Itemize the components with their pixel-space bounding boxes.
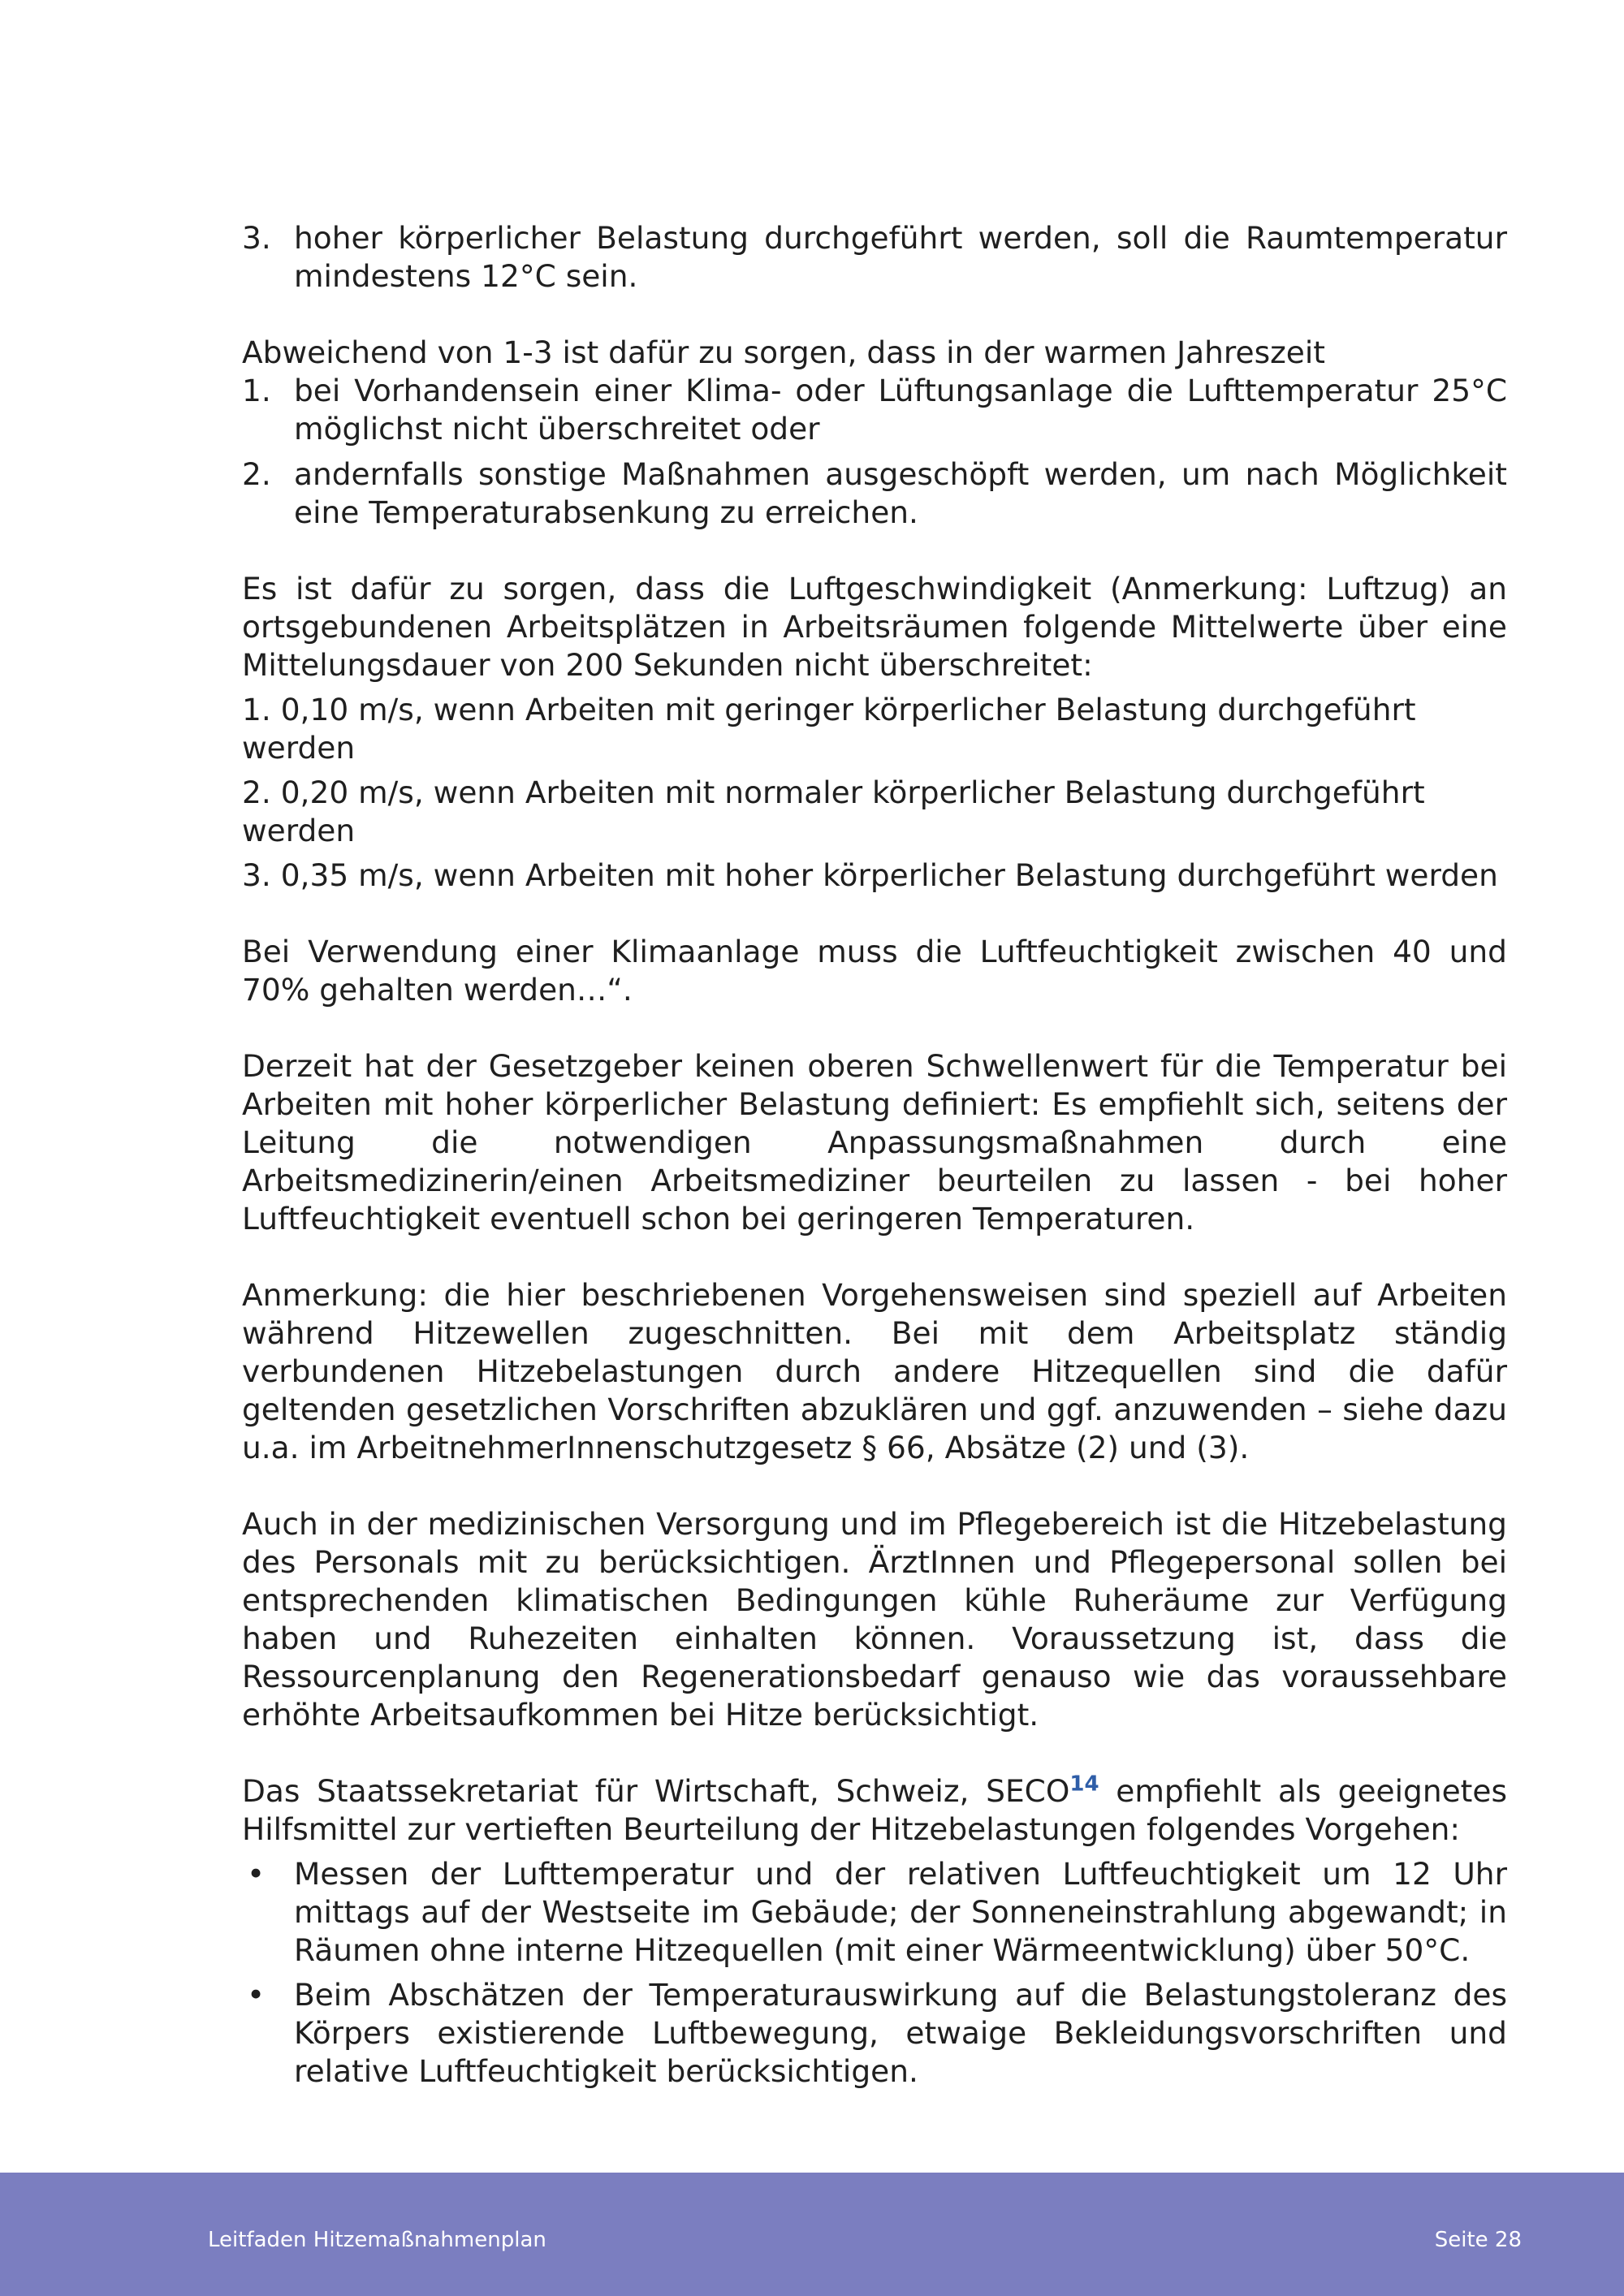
- footer-page-number: Seite 28: [1434, 2228, 1522, 2252]
- bullet-text: Beim Abschätzen der Temperaturauswirkung auf die Belastungstoleranz des Körpers existierende Luftbewegung, etwaige Bekleidungsvorschriften und relative Luftfeuchtigkeit berücksichtigen.: [294, 1977, 1507, 2089]
- bullet-item: [242, 1976, 1507, 2091]
- seco-text-before: Das Staatssekretariat für Wirtschaft, Schweiz, SECO: [242, 1773, 1070, 1809]
- footnote-ref-14[interactable]: 14: [1069, 1772, 1099, 1797]
- list-number: 1.: [242, 373, 271, 408]
- list-number: 2.: [242, 456, 271, 492]
- list-text: andernfalls sonstige Maßnahmen ausgeschöpft werden, um nach Möglichkeit eine Temperaturabsenkung zu erreichen.: [294, 456, 1507, 530]
- paragraph-seco: [242, 1772, 1507, 1849]
- paragraph-abweichend-intro: Abweichend von 1-3 ist dafür zu sorgen, dass in der warmen Jahreszeit: [242, 334, 1325, 370]
- list-item: 2. 0,20 m/s, wenn Arbeiten mit normaler körperlicher Belastung durchgeführt werden: [242, 775, 1425, 848]
- paragraph-anmerkung: Anmerkung: die hier beschriebenen Vorgehensweisen sind speziell auf Arbeiten während Hitzewellen zugeschnitten. Bei mit dem Arbeitsplatz ständig verbundenen Hitzebelastungen durch andere Hitzequellen sind die dafür geltenden gesetzlichen Vorschriften abzuklären und ggf. anzuwenden – siehe dazu u.a. im ArbeitnehmerInnenschutzgesetz § 66, Absätze (2) und (3).: [242, 1277, 1507, 1465]
- paragraph-luftgeschwindigkeit: Es ist dafür zu sorgen, dass die Luftgeschwindigkeit (Anmerkung: Luftzug) an ortsgebundenen Arbeitsplätzen in Arbeitsräumen folgende Mittelwerte über eine Mittelungsdauer von 200 Sekunden nicht überschreitet:: [242, 571, 1507, 683]
- list-item: 3. 0,35 m/s, wenn Arbeiten mit hoher körperlicher Belastung durchgeführt werden: [242, 857, 1498, 893]
- page-footer: [0, 2173, 1624, 2296]
- footer-document-title: Leitfaden Hitzemaßnahmenplan: [208, 2228, 546, 2252]
- bullet-marker: •: [247, 1856, 266, 1892]
- bullet-item: [242, 1855, 1507, 1970]
- bullet-text: Messen der Lufttemperatur und der relativen Luftfeuchtigkeit um 12 Uhr mittags auf der Westseite im Gebäude; der Sonneneinstrahlung abgewandt; in Räumen ohne interne Hitzequellen (mit einer Wärmeentwicklung) über 50°C.: [294, 1856, 1507, 1968]
- page-body: [242, 219, 1507, 2091]
- bullet-marker: •: [247, 1977, 266, 2013]
- paragraph-derzeit: Derzeit hat der Gesetzgeber keinen oberen Schwellenwert für die Temperatur bei Arbeiten mit hoher körperlicher Belastung definiert: Es empfiehlt sich, seitens der Leitung die notwendigen Anpassungsmaßnahmen durch eine Arbeitsmedizinerin/einen Arbeitsmediziner beurteilen zu lassen - bei hoher Luftfeuchtigkeit eventuell schon bei geringeren Temperaturen.: [242, 1048, 1507, 1236]
- list-item: [242, 372, 1507, 448]
- list-number: 3.: [242, 220, 271, 256]
- list-item: [242, 219, 1507, 296]
- paragraph-medizin: Auch in der medizinischen Versorgung und im Pflegebereich ist die Hitzebelastung des Personals mit zu berücksichtigen. ÄrztInnen und Pflegepersonal sollen bei entsprechenden klimatischen Bedingungen kühle Ruheräume zur Verfügung haben und Ruhezeiten einhalten können. Voraussetzung ist, dass die Ressourcenplanung den Regenerationsbedarf genauso wie das voraussehbare erhöhte Arbeitsaufkommen bei Hitze berücksichtigt.: [242, 1506, 1507, 1733]
- seco-text-after: empfiehlt als geeignetes Hilfsmittel zur vertieften Beurteilung der Hitzebelastungen folgendes Vorgehen:: [242, 1773, 1507, 1847]
- list-item: 1. 0,10 m/s, wenn Arbeiten mit geringer körperlicher Belastung durchgeführt werden: [242, 692, 1416, 766]
- list-item: [242, 455, 1507, 532]
- list-text: bei Vorhandensein einer Klima- oder Lüftungsanlage die Lufttemperatur 25°C möglichst nicht überschreitet oder: [294, 373, 1507, 447]
- list-text: hoher körperlicher Belastung durchgeführt werden, soll die Raumtemperatur mindestens 12°C sein.: [294, 220, 1507, 294]
- paragraph-klimaanlage: Bei Verwendung einer Klimaanlage muss die Luftfeuchtigkeit zwischen 40 und 70% gehalten werden…“.: [242, 934, 1507, 1008]
